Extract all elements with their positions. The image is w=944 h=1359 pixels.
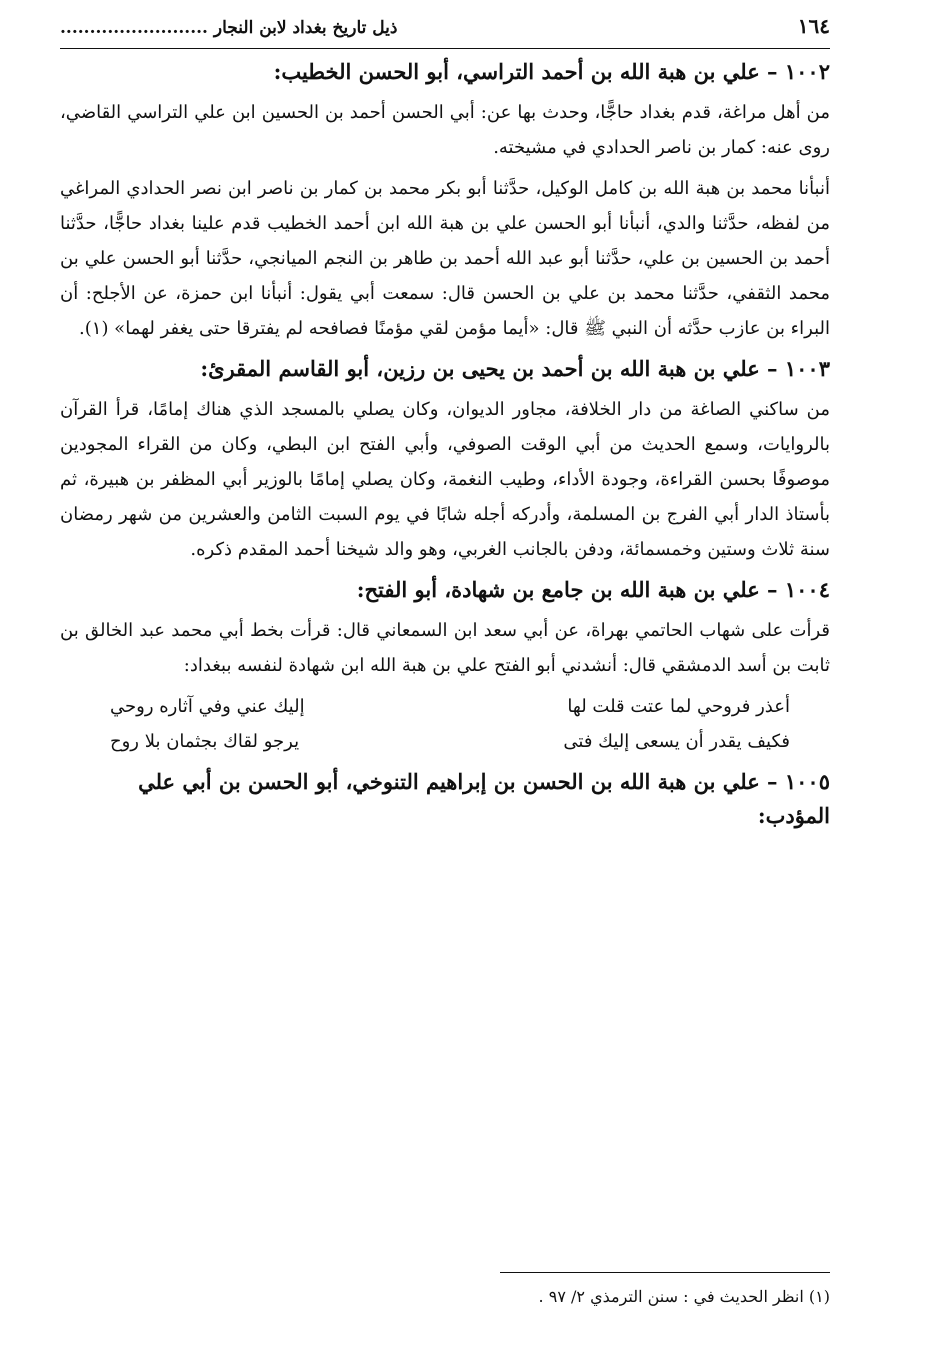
verse-line-1	[60, 689, 830, 724]
page	[60, 14, 830, 1344]
entry-1002-paragraph-2: أنبأنا محمد بن هبة الله بن كامل الوكيل، حدَّثنا أبو بكر محمد بن كمار بن ناصر ابن نصر الحدادي المراغي من لفظه، حدَّثنا والدي، أنبأنا أبو الحسن علي بن هبة الله ابن أحمد الخطيب قدم علينا بغداد حاجًّا، حدَّثنا أحمد بن الحسين بن علي، حدَّثنا أبو عبد الله أحمد بن طاهر بن النجم الميانجي، حدَّثنا أبو الحسن علي بن محمد الثقفي، حدَّثنا محمد بن علي بن الحسن قال: سمعت أبي يقول: أنبأنا ابن حمزة، عن الأجلح: أن البراء بن عازب حدَّثه أن النبي ﷺ قال: «أيما مؤمن لقي مؤمنًا فصافحه لم يفترقا حتى يغفر لهما» (١).	[60, 178, 830, 339]
verse-line-2	[60, 724, 830, 759]
running-header	[60, 14, 830, 49]
page-number: ١٦٤	[797, 14, 830, 38]
entry-heading-1002: ١٠٠٢ – علي بن هبة الله بن أحمد التراسي، أبو الحسن الخطيب:	[273, 59, 830, 84]
entry-1003-paragraph-1: من ساكني الصاغة من دار الخلافة، مجاور الديوان، وكان يصلي بالمسجد الذي هناك إمامًا، قرأ القرآن بالروايات، وسمع الحديث من أبي الوقت الصوفي، وأبي الفتح ابن البطي، وكان من القراء المجودين موصوفًا بحسن القراءة، وجودة الأداء، وطيب النغمة، وكان يصلي إمامًا بالوزير أبي المظفر بن هبيرة، ثم بأستاذ الدار أبي الفرج بن المسلمة، وأدركه أجله شابًا في يوم السبت الثامن والعشرين من شهر رمضان سنة ثلاث وستين وخمسمائة، ودفن بالجانب الغربي، وهو والد شيخنا أحمد المقدم ذكره.	[60, 399, 830, 560]
entry-heading-1004: ١٠٠٤ – علي بن هبة الله بن جامع بن شهادة، أبو الفتح:	[356, 577, 830, 602]
verse-2-first-hemistich: فكيف يقدر أن يسعى إليك فتى	[563, 731, 790, 752]
entry-heading-1003: ١٠٠٣ – علي بن هبة الله بن أحمد بن يحيى بن رزين، أبو القاسم المقرئ:	[200, 356, 830, 381]
verse-1-second-hemistich: إليك عني وفي آثاره روحي	[110, 696, 305, 717]
footnote-divider	[500, 1272, 830, 1273]
entry-1004-paragraph-1: قرأت على شهاب الحاتمي بهراة، عن أبي سعد ابن السمعاني قال: قرأت بخط أبي محمد عبد الخالق بن ثابت بن أسد الدمشقي قال: أنشدني أبو الفتح علي بن هبة الله ابن شهادة لنفسه ببغداد:	[60, 620, 830, 676]
verse-2-second-hemistich: يرجو لقاك بجثمان بلا روح	[110, 731, 300, 752]
footnote: (١) انظر الحديث في : سنن الترمذي ٢/ ٩٧ .	[538, 1287, 830, 1306]
running-title-text: ذيل تاريخ بغداد لابن النجار	[213, 18, 398, 38]
entry-heading-1005: ١٠٠٥ – علي بن هبة الله بن الحسن بن إبراهيم التنوخي، أبو الحسن بن أبي علي المؤدب:	[138, 769, 830, 828]
entry-1002-paragraph-1: من أهل مراغة، قدم بغداد حاجًّا، وحدث بها عن: أبي الحسن أحمد بن الحسين ابن علي التراسي القاضي، روى عنه: كمار بن ناصر الحدادي في مشيخته.	[60, 102, 830, 158]
dotted-leader: .........................	[60, 18, 208, 38]
verse-1-first-hemistich: أعذر فروحي لما عتت قلت لها	[567, 696, 790, 717]
running-title	[60, 18, 397, 38]
